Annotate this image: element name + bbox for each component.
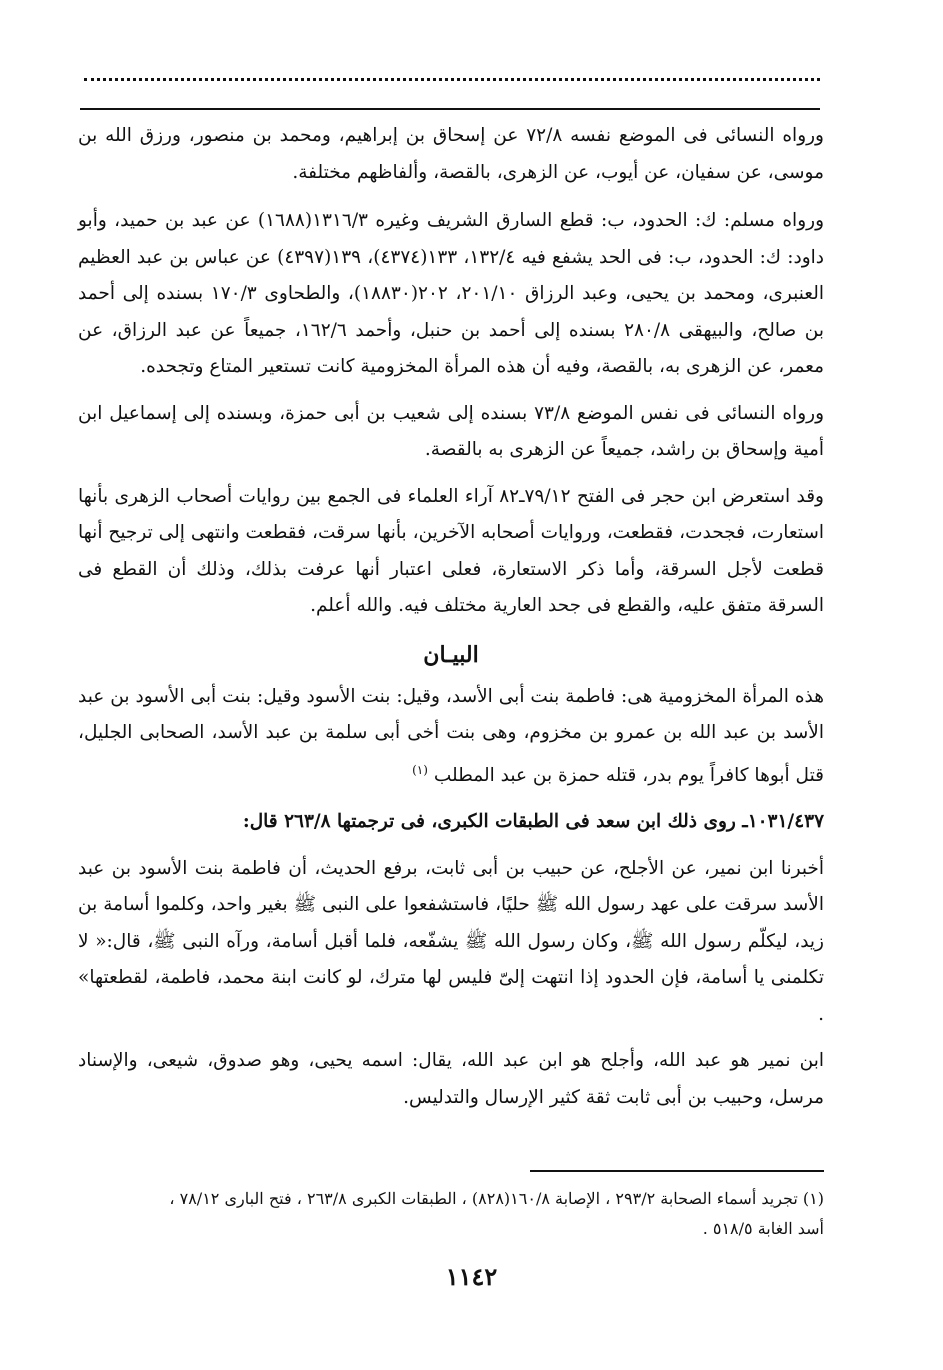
hadith-heading-text: ١٠٣١/٤٣٧ـ روى ذلك ابن سعد فى الطبقات الكبرى، فى ترجمتها ٢٦٣/٨ قال: [242, 811, 824, 833]
dotted-separator [84, 78, 820, 81]
paragraph-ibn-hajar: وقد استعرض ابن حجر فى الفتح ٧٩/١٢ـ٨٢ آراء العلماء فى الجمع بين روايات أصحاب الزهرى بأنها استعارت، فجحدت، فقطعت، وروايات أصحابه الآخرين، بأنها سرقت، فقطعت وانتهى إلى ترجيح أنها قطعت لأجل السرقة، وأما ذكر الاستعارة، فعلى اعتبار أنها عرفت بذلك، وذلك أن القطع فى السرقة متفق عليه، والقطع فى جحد العارية مختلف فيه. والله أعلم. [78, 485, 824, 616]
footnote-line-2: أسد الغابة ٥١٨/٥ . [702, 1219, 824, 1238]
top-rule [80, 108, 820, 110]
hadith-heading [78, 804, 824, 841]
paragraph-bayan [78, 679, 824, 795]
paragraph-isnad: ابن نمير هو عبد الله، وأجلح هو ابن عبد الله، يقال: اسمه يحيى، وهو صدوق، شيعى، والإسناد مرسل، وحبيب بن أبى ثابت ثقة كثير الإرسال والتدليس. [78, 1050, 824, 1108]
footnote-ref: (١) [412, 762, 428, 777]
main-text [78, 118, 824, 1126]
paragraph-bayan-text: هذه المرأة المخزومية هى: فاطمة بنت أبى الأسد، وقيل: بنت الأسود وقيل: بنت أبى الأسود بن عبد الأسد بن عبد الله بن عمرو بن مخزوم، وهى بنت أخى أبى سلمة بن عبد الأسد، الصحابى الجليل، قتل أبوها كافراً يوم بدر، قتله حمزة بن عبد المطلب [78, 685, 824, 786]
footnote-line-1: (١) تجريد أسماء الصحابة ٢٩٣/٢ ، الإصابة ١٦٠/٨(٨٢٨) ، الطبقات الكبرى ٢٦٣/٨ ، فتح البارى ٧٨/١٢ ، [169, 1189, 824, 1208]
footnote [78, 1184, 824, 1244]
footnote-rule [530, 1170, 824, 1172]
page-number: ١١٤٢ [445, 1262, 498, 1291]
paragraph-hadith: أخبرنا ابن نمير، عن الأجلح، عن حبيب بن أبى ثابت، برفع الحديث، أن فاطمة بنت الأسود بن عبد الأسد سرقت على عهد رسول الله ﷺ حليًا، فاستشفعوا على النبى ﷺ بغير واحد، وكلموا أسامة بن زيد، ليكلّم رسول الله ﷺ، وكان رسول الله ﷺ يشفّعه، فلما أقبل أسامة، ورآه النبى ﷺ، قال:« لا تكلمنى يا أسامة، فإن الحدود إذا انتهت إلىّ فليس لها مترك، لو كانت ابنة محمد، فاطمة، لقطعتها» . [78, 857, 824, 1025]
paragraph-muslim: ورواه مسلم: ك: الحدود، ب: قطع السارق الشريف وغيره ١٣١٦/٣(١٦٨٨) عن عبد بن حميد، وأبو داود: ك: الحدود، ب: فى الحد يشفع فيه ١٣٢/٤، ١٣٣(٤٣٧٤)، ١٣٩(٤٣٩٧) عن عباس بن عبد العظيم العنبرى، ومحمد بن يحيى، وعبد الرزاق ٢٠١/١٠، ٢٠٢(١٨٨٣٠)، والطحاوى ١٧٠/٣ بسنده إلى أحمد بن صالح، والبيهقى ٢٨٠/٨ بسنده إلى أحمد بن حنبل، وأحمد ١٦٢/٦، جميعاً عن عبد الرزاق، عن معمر، عن الزهرى به، بالقصة، وفيه أن هذه المرأة المخزومية كانت تستعير المتاع وتجحده. [78, 210, 825, 377]
paragraph-nasai-2: ورواه النسائى فى نفس الموضع ٧٣/٨ بسنده إلى شعيب بن أبى حمزة، وبسنده إلى إسماعيل ابن أمية وإسحاق بن راشد، جميعاً عن الزهرى به بالقصة. [78, 402, 824, 460]
paragraph-nasai-1: ورواه النسائى فى الموضع نفسه ٧٢/٨ عن إسحاق بن إبراهيم، ومحمد بن منصور، ورزق الله بن موسى، عن سفيان، عن أيوب، عن الزهرى، بالقصة، وألفاظهم مختلفة. [78, 125, 824, 183]
section-heading: البيـان [423, 641, 479, 668]
